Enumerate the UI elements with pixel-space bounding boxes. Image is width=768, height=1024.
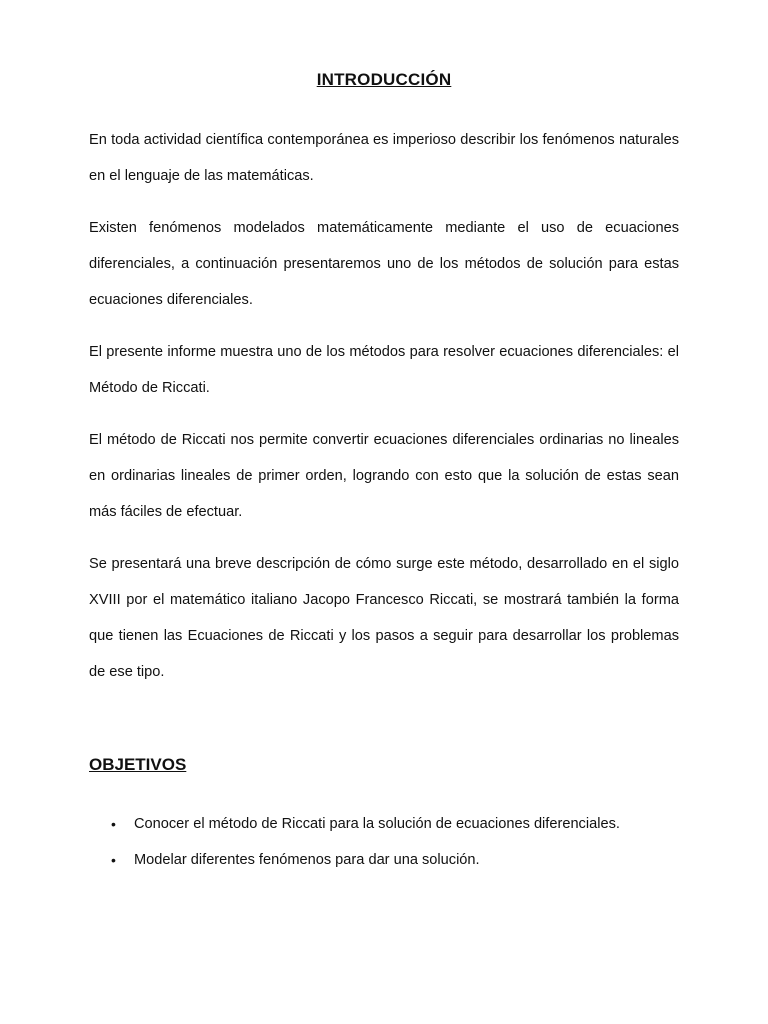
bullet-icon: • — [111, 816, 116, 832]
bullet-icon: • — [111, 852, 116, 868]
list-item — [89, 842, 689, 878]
introduction-body — [89, 122, 679, 706]
paragraph-3: El presente informe muestra uno de los métodos para resolver ecuaciones diferenciales: el Método de Riccati. — [89, 344, 679, 396]
objectives-heading: OBJETIVOS — [89, 755, 187, 774]
paragraph-5: Se presentará una breve descripción de cómo surge este método, desarrollado en el siglo XVIII por el matemático italiano Jacopo Francesco Riccati, se mostrará también la forma que tienen las Ecuaciones de Riccati y los pasos a seguir para desarrollar los problemas de ese tipo. — [89, 556, 679, 680]
paragraph-2: Existen fenómenos modelados matemáticamente mediante el uso de ecuaciones diferenciales, a continuación presentaremos uno de los métodos de solución para estas ecuaciones diferenciales. — [89, 220, 679, 308]
objectives-list — [89, 806, 689, 878]
paragraph-4: El método de Riccati nos permite convertir ecuaciones diferenciales ordinarias no lineales en ordinarias lineales de primer orden, logrando con esto que la solución de estas sean más fáciles de efectuar. — [89, 432, 679, 520]
list-item — [89, 806, 689, 842]
page-title: INTRODUCCIÓN — [316, 70, 452, 89]
objective-text: Modelar diferentes fenómenos para dar una solución. — [134, 852, 480, 868]
objective-text: Conocer el método de Riccati para la solución de ecuaciones diferenciales. — [134, 816, 620, 832]
paragraph-1: En toda actividad científica contemporánea es imperioso describir los fenómenos naturales en el lenguaje de las matemáticas. — [89, 132, 679, 184]
